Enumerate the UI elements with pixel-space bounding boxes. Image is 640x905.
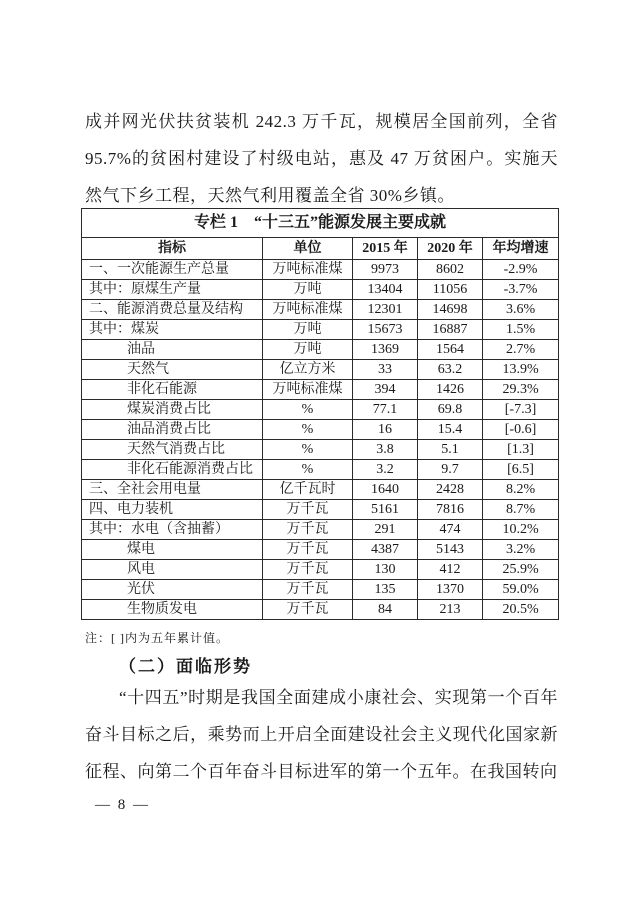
unit-cell: 万千瓦 [263,500,353,520]
growth-cell: 13.9% [483,360,559,380]
indicator-cell: 四、电力装机 [82,500,263,520]
growth-cell: 29.3% [483,380,559,400]
table-row [82,260,559,280]
indicator-cell: 天然气 [82,360,263,380]
table-header-cell: 2020 年 [418,238,483,260]
growth-cell: 8.7% [483,500,559,520]
table-body [82,260,559,620]
unit-cell: 万吨 [263,280,353,300]
indicator-cell: 油品消费占比 [82,420,263,440]
indicator-cell: 一、一次能源生产总量 [82,260,263,280]
value-2015-cell: 3.8 [353,440,418,460]
section-heading: （二）面临形势 [119,657,252,676]
indicator-cell: 其中：原煤生产量 [82,280,263,300]
table-row [82,340,559,360]
value-2020-cell: 8602 [418,260,483,280]
unit-cell: 亿千瓦时 [263,480,353,500]
indicator-cell: 油品 [82,340,263,360]
unit-cell: 万千瓦 [263,520,353,540]
value-2015-cell: 130 [353,560,418,580]
value-2020-cell: 15.4 [418,420,483,440]
unit-cell: 万千瓦 [263,540,353,560]
value-2020-cell: 63.2 [418,360,483,380]
value-2015-cell: 1369 [353,340,418,360]
value-2020-cell: 5.1 [418,440,483,460]
value-2015-cell: 12301 [353,300,418,320]
table-row [82,500,559,520]
value-2020-cell: 69.8 [418,400,483,420]
value-2015-cell: 15673 [353,320,418,340]
value-2020-cell: 14698 [418,300,483,320]
table-row [82,400,559,420]
indicator-cell: 非化石能源消费占比 [82,460,263,480]
value-2020-cell: 5143 [418,540,483,560]
growth-cell: 1.5% [483,320,559,340]
table-row [82,540,559,560]
indicator-cell: 三、全社会用电量 [82,480,263,500]
growth-cell: [6.5] [483,460,559,480]
table-row [82,300,559,320]
unit-cell: 万吨标准煤 [263,260,353,280]
growth-cell: 20.5% [483,600,559,620]
table-title-row [82,209,559,238]
growth-cell: 2.7% [483,340,559,360]
growth-cell: [-7.3] [483,400,559,420]
value-2015-cell: 394 [353,380,418,400]
table-note: 注：[ ]内为五年累计值。 [85,631,229,645]
value-2015-cell: 77.1 [353,400,418,420]
value-2015-cell: 33 [353,360,418,380]
indicator-cell: 生物质发电 [82,600,263,620]
table-row [82,320,559,340]
table-row [82,440,559,460]
unit-cell: 万千瓦 [263,580,353,600]
table-row [82,600,559,620]
table-row [82,360,559,380]
unit-cell: 万吨标准煤 [263,300,353,320]
value-2020-cell: 412 [418,560,483,580]
value-2015-cell: 4387 [353,540,418,560]
value-2015-cell: 5161 [353,500,418,520]
growth-cell: [1.3] [483,440,559,460]
value-2015-cell: 13404 [353,280,418,300]
indicator-cell: 风电 [82,560,263,580]
value-2015-cell: 135 [353,580,418,600]
table-header-cell: 指标 [82,238,263,260]
growth-cell: 3.6% [483,300,559,320]
table-row [82,480,559,500]
page-number: — 8 — [95,797,150,813]
indicator-cell: 光伏 [82,580,263,600]
indicator-cell: 天然气消费占比 [82,440,263,460]
table-row [82,280,559,300]
value-2020-cell: 16887 [418,320,483,340]
unit-cell: 万千瓦 [263,600,353,620]
unit-cell: 万吨标准煤 [263,380,353,400]
value-2015-cell: 3.2 [353,460,418,480]
growth-cell: 10.2% [483,520,559,540]
value-2015-cell: 1640 [353,480,418,500]
value-2020-cell: 1564 [418,340,483,360]
unit-cell: % [263,420,353,440]
table-title: 专栏 1 “十三五”能源发展主要成就 [82,209,559,238]
value-2015-cell: 9973 [353,260,418,280]
unit-cell: % [263,460,353,480]
table-row [82,560,559,580]
unit-cell: % [263,400,353,420]
growth-cell: 3.2% [483,540,559,560]
growth-cell: -3.7% [483,280,559,300]
unit-cell: 万吨 [263,320,353,340]
indicator-cell: 煤电 [82,540,263,560]
boxed-table-container [81,208,559,620]
paragraph-bottom: “十四五”时期是我国全面建成小康社会、实现第一个百年奋斗目标之后，乘势而上开启全面建设社会主义现代化国家新征程、向第二个百年奋斗目标进军的第一个五年。在我国转向 [85,688,558,781]
value-2015-cell: 291 [353,520,418,540]
table-header-row [82,238,559,260]
value-2020-cell: 11056 [418,280,483,300]
table-row [82,460,559,480]
growth-cell: [-0.6] [483,420,559,440]
growth-cell: 59.0% [483,580,559,600]
energy-achievements-table [81,208,559,620]
growth-cell: -2.9% [483,260,559,280]
value-2015-cell: 84 [353,600,418,620]
table-row [82,420,559,440]
value-2020-cell: 7816 [418,500,483,520]
table-header-cell: 年均增速 [483,238,559,260]
value-2015-cell: 16 [353,420,418,440]
paragraph-top: 成并网光伏扶贫装机 242.3 万千瓦，规模居全国前列，全省 95.7%的贫困村建设了村级电站，惠及 47 万贫困户。实施天然气下乡工程，天然气利用覆盖全省 30%乡镇。 [85,112,558,205]
table-row [82,520,559,540]
growth-cell: 25.9% [483,560,559,580]
table-header-cell: 单位 [263,238,353,260]
unit-cell: 万千瓦 [263,560,353,580]
value-2020-cell: 2428 [418,480,483,500]
value-2020-cell: 9.7 [418,460,483,480]
indicator-cell: 其中：水电（含抽蓄） [82,520,263,540]
table-row [82,380,559,400]
indicator-cell: 煤炭消费占比 [82,400,263,420]
indicator-cell: 二、能源消费总量及结构 [82,300,263,320]
unit-cell: 亿立方米 [263,360,353,380]
table-header-cell: 2015 年 [353,238,418,260]
indicator-cell: 非化石能源 [82,380,263,400]
value-2020-cell: 1370 [418,580,483,600]
table-row [82,580,559,600]
growth-cell: 8.2% [483,480,559,500]
value-2020-cell: 1426 [418,380,483,400]
unit-cell: % [263,440,353,460]
indicator-cell: 其中：煤炭 [82,320,263,340]
value-2020-cell: 474 [418,520,483,540]
unit-cell: 万吨 [263,340,353,360]
value-2020-cell: 213 [418,600,483,620]
